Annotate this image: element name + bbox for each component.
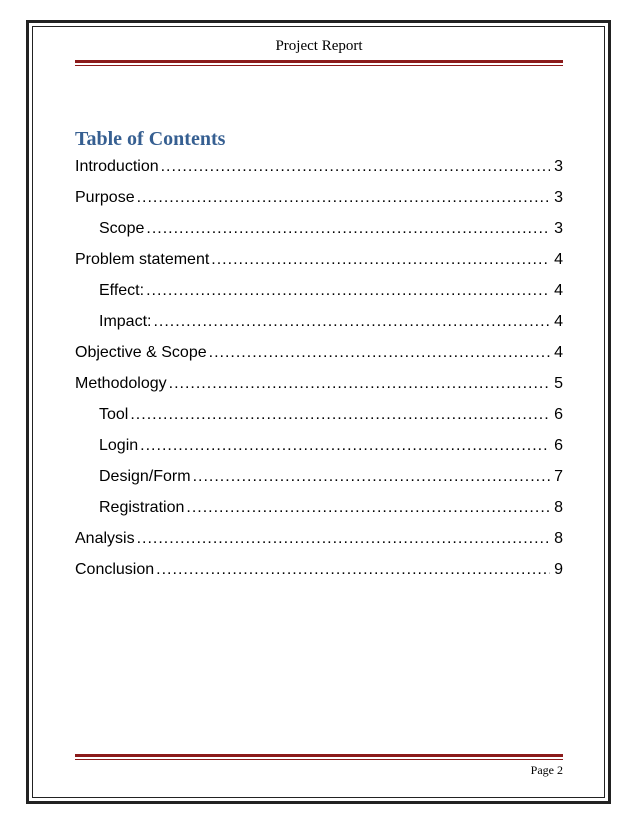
toc-entry-label: Introduction xyxy=(75,158,159,175)
footer-rule-thin xyxy=(75,759,563,760)
toc-entry-label: Objective & Scope xyxy=(75,344,207,361)
toc-entry-page: 7 xyxy=(554,468,563,485)
toc-entry[interactable] xyxy=(75,530,563,561)
toc-entry[interactable] xyxy=(75,561,563,592)
toc-dot-leader xyxy=(146,282,550,300)
toc-entry-label: Impact: xyxy=(99,313,152,330)
toc-dot-leader xyxy=(161,158,550,176)
toc-dot-leader xyxy=(146,220,550,238)
toc-entry-page: 4 xyxy=(554,282,563,299)
toc-entry[interactable] xyxy=(75,189,563,220)
toc-entry-label: Purpose xyxy=(75,189,135,206)
toc-entry-page: 8 xyxy=(554,499,563,516)
toc-entry[interactable] xyxy=(75,313,563,344)
toc-dot-leader xyxy=(169,375,550,393)
toc-entry[interactable] xyxy=(75,406,563,437)
toc-entry-label: Problem statement xyxy=(75,251,210,268)
toc-entry[interactable] xyxy=(75,251,563,282)
toc-entry-label: Analysis xyxy=(75,530,135,547)
footer-rule xyxy=(75,754,563,757)
toc-entry-page: 9 xyxy=(554,561,563,578)
toc-entry[interactable] xyxy=(75,158,563,189)
header-title: Project Report xyxy=(275,38,363,54)
table-of-contents xyxy=(75,158,563,592)
toc-dot-leader xyxy=(153,313,550,331)
toc-entry-page: 5 xyxy=(554,375,563,392)
toc-entry-label: Methodology xyxy=(75,375,167,392)
toc-dot-leader xyxy=(186,499,550,517)
toc-entry[interactable] xyxy=(75,499,563,530)
toc-entry-page: 3 xyxy=(554,189,563,206)
toc-entry[interactable] xyxy=(75,468,563,499)
toc-entry-label: Design/Form xyxy=(99,468,191,485)
toc-dot-leader xyxy=(140,437,550,455)
toc-entry-label: Effect: xyxy=(99,282,145,299)
footer-page-number: Page 2 xyxy=(530,763,563,777)
header-rule-thin xyxy=(75,65,563,66)
toc-entry[interactable] xyxy=(75,437,563,468)
toc-dot-leader xyxy=(211,251,550,269)
toc-entry-label: Conclusion xyxy=(75,561,155,578)
toc-dot-leader xyxy=(209,344,550,362)
toc-entry-page: 6 xyxy=(554,406,563,423)
toc-entry-page: 4 xyxy=(554,344,563,361)
toc-entry-label: Tool xyxy=(99,406,129,423)
toc-entry[interactable] xyxy=(75,375,563,406)
toc-heading: Table of Contents xyxy=(75,128,226,150)
toc-entry-page: 3 xyxy=(554,220,563,237)
toc-entry-label: Registration xyxy=(99,499,185,516)
toc-entry-label: Scope xyxy=(99,220,145,237)
toc-entry-page: 4 xyxy=(554,313,563,330)
toc-dot-leader xyxy=(156,561,550,579)
toc-entry-page: 3 xyxy=(554,158,563,175)
toc-entry[interactable] xyxy=(75,282,563,313)
header-rule xyxy=(75,60,563,63)
toc-dot-leader xyxy=(130,406,550,424)
toc-entry-page: 8 xyxy=(554,530,563,547)
toc-entry-page: 4 xyxy=(554,251,563,268)
toc-entry[interactable] xyxy=(75,220,563,251)
toc-entry[interactable] xyxy=(75,344,563,375)
toc-dot-leader xyxy=(137,530,551,548)
toc-entry-label: Login xyxy=(99,437,139,454)
toc-entry-page: 6 xyxy=(554,437,563,454)
toc-dot-leader xyxy=(193,468,551,486)
toc-dot-leader xyxy=(137,189,551,207)
